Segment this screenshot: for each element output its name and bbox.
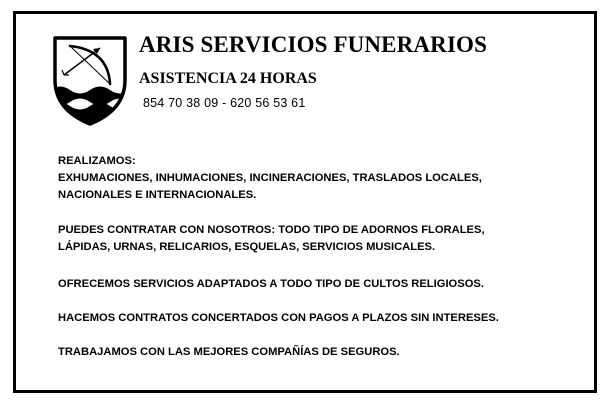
realizamos-line-2: NACIONALES E INTERNACIONALES. [58,189,257,201]
ofrecemos-line: OFRECEMOS SERVICIOS ADAPTADOS A TODO TIPO DE CULTOS RELIGIOSOS. [58,278,484,290]
realizamos-block [58,153,482,204]
contratar-block [58,222,485,256]
contratar-line-1: PUEDES CONTRATAR CON NOSOTROS: TODO TIPO DE ADORNOS FLORALES, [58,224,485,236]
contratar-line-2: LÁPIDAS, URNAS, RELICARIOS, ESQUELAS, SERVICIOS MUSICALES. [58,241,436,253]
contratos-line: HACEMOS CONTRATOS CONCERTADOS CON PAGOS A PLAZOS SIN INTERESES. [58,312,499,324]
realizamos-line-1: EXHUMACIONES, INHUMACIONES, INCINERACIONES, TRASLADOS LOCALES, [58,172,482,184]
assistance-24h: ASISTENCIA 24 HORAS [139,70,317,87]
shield-bow-arrow-waves-icon [50,30,130,128]
company-name: ARIS SERVICIOS FUNERARIOS [139,32,488,57]
phone-numbers: 854 70 38 09 - 620 56 53 61 [143,96,306,110]
realizamos-heading: REALIZAMOS: [58,155,136,167]
seguros-line: TRABAJAMOS CON LAS MEJORES COMPAÑÍAS DE SEGUROS. [58,346,400,358]
